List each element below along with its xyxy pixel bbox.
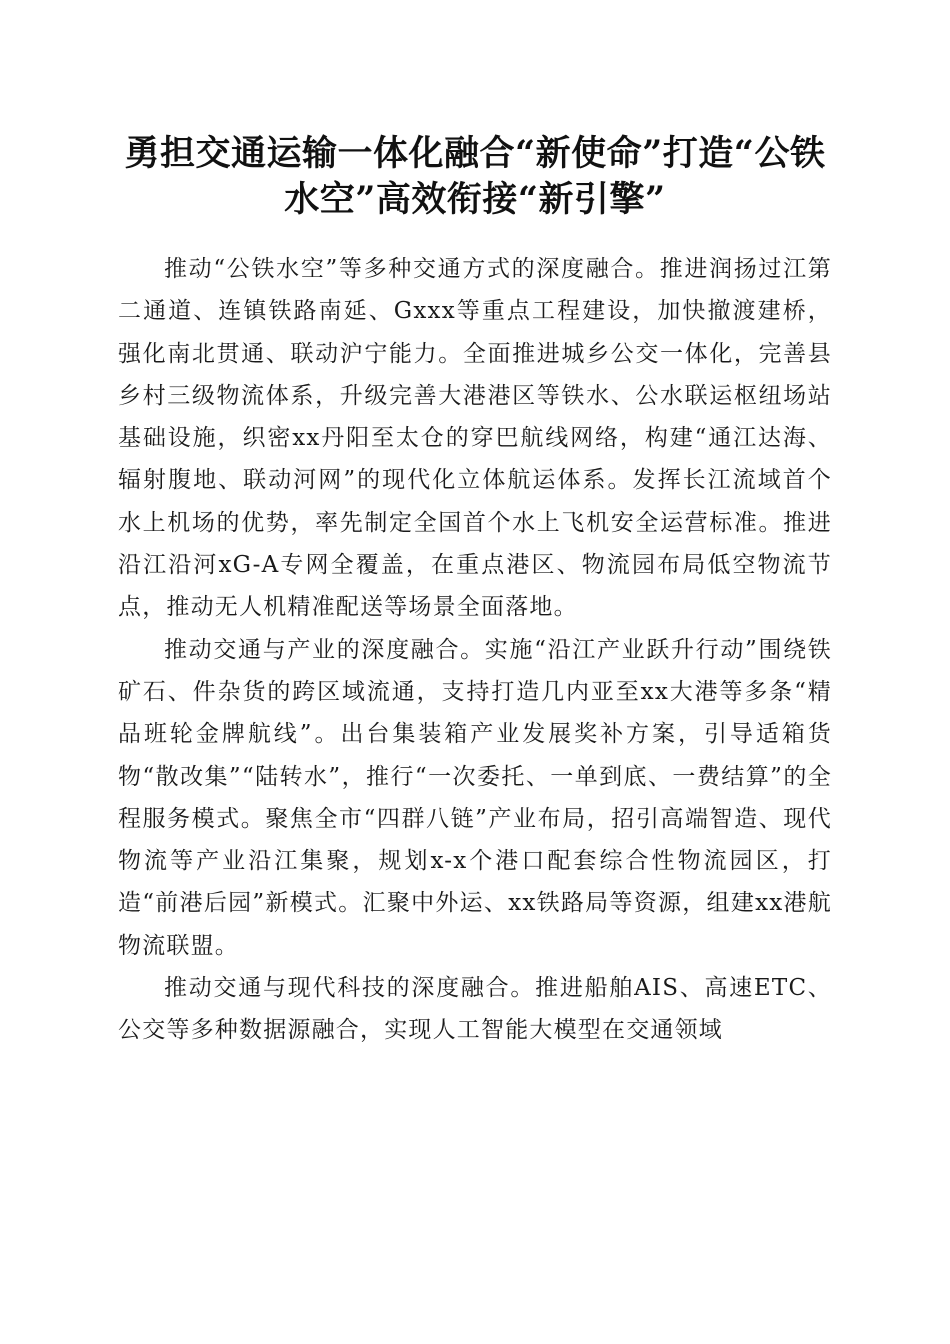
paragraph-transport-industry: 推动交通与产业的深度融合。实施“沿江产业跃升行动”围绕铁矿石、件杂货的跨区域流通，支持打造几内亚至xx大港等多条“精品班轮金牌航线”。出台集装箱产业发展奖补方案，引导适箱货物“散改集”“陆转水”，推行“一次委托、一单到底、一费结算”的全程服务模式。聚焦全市“四群八链”产业布局，招引高端智造、现代物流等产业沿江集聚，规划x-x个港口配套综合性物流园区，打造“前港后园”新模式。汇聚中外运、xx铁路局等资源，组建xx港航物流联盟。 xyxy=(118,636,832,959)
document-body xyxy=(118,248,832,1052)
paragraph-transport-technology: 推动交通与现代科技的深度融合。推进船舶AIS、高速ETC、公交等多种数据源融合，实现人工智能大模型在交通领域 xyxy=(118,975,832,1044)
document-title: 勇担交通运输一体化融合“新使命”打造“公铁水空”高效衔接“新引擎” xyxy=(124,133,826,220)
paragraph-transport-modes: 推动“公铁水空”等多种交通方式的深度融合。推进润扬过江第二通道、连镇铁路南延、Gxxx等重点工程建设，加快撤渡建桥，强化南北贯通、联动沪宁能力。全面推进城乡公交一体化，完善县乡村三级物流体系，升级完善大港港区等铁水、公水联运枢纽场站基础设施，织密xx丹阳至太仓的穿巴航线网络，构建“通江达海、辐射腹地、联动河网”的现代化立体航运体系。发挥长江流域首个水上机场的优势，率先制定全国首个水上飞机安全运营标准。推进沿江沿河xG-A专网全覆盖，在重点港区、物流园布局低空物流节点，推动无人机精准配送等场景全面落地。 xyxy=(118,256,832,621)
